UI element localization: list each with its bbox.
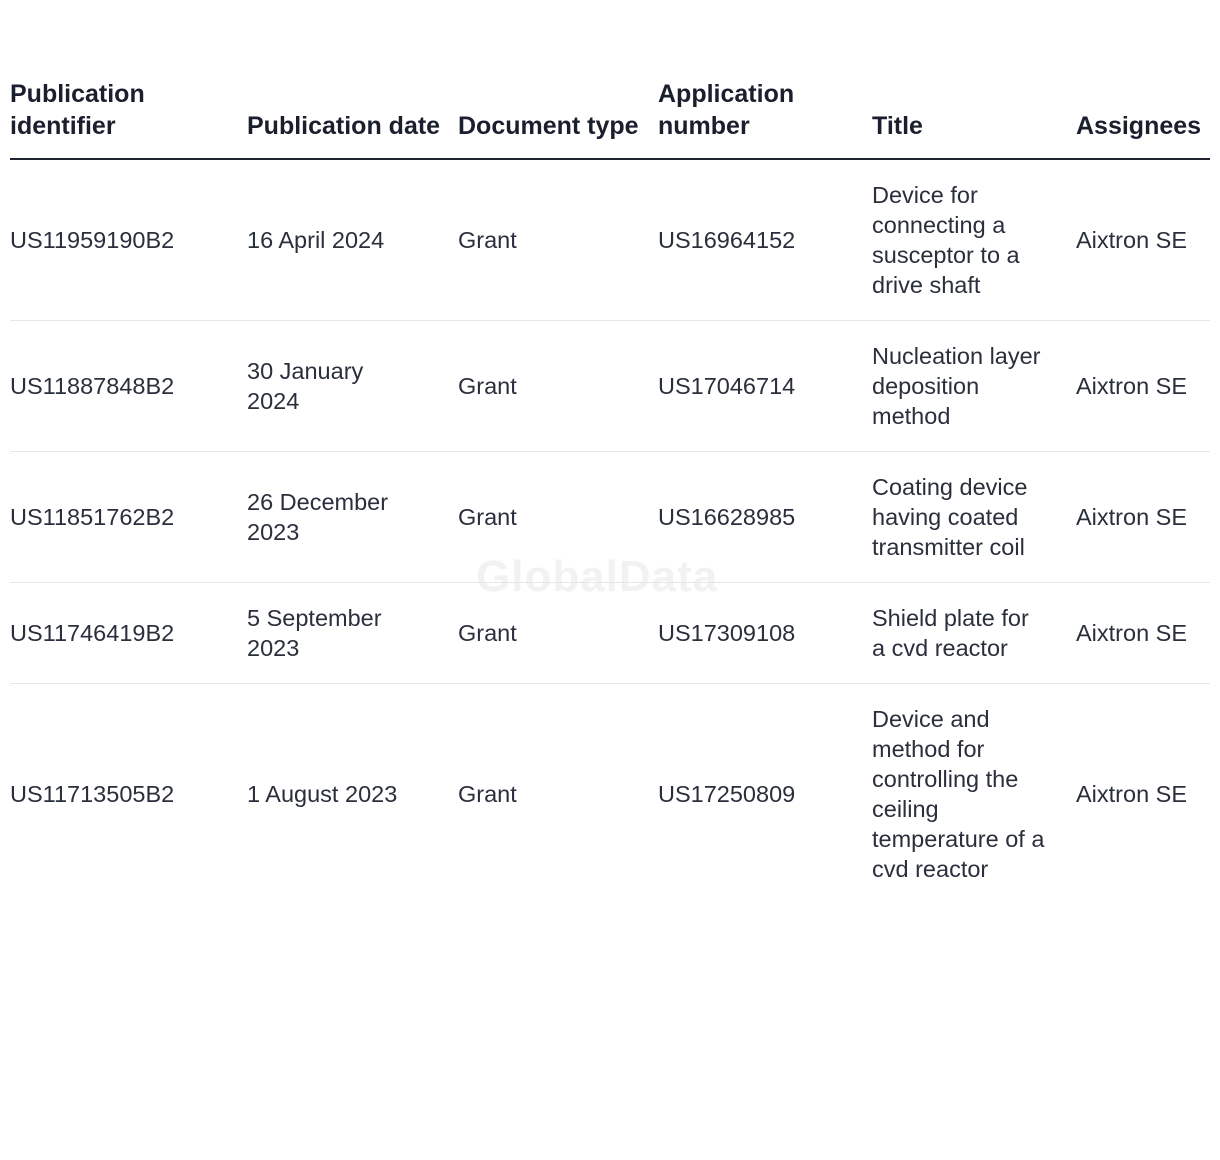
- cell-application-number: US16628985: [658, 452, 872, 583]
- cell-publication-identifier: US11851762B2: [10, 452, 247, 583]
- cell-assignees: Aixtron SE: [1076, 781, 1188, 807]
- cell-publication-date: 5 September 2023: [247, 583, 458, 684]
- cell-title: Device for connecting a susceptor to a drive shaft: [872, 159, 1076, 321]
- cell-application-number: US17250809: [658, 781, 796, 807]
- table-body: [10, 159, 1210, 904]
- cell-title: Shield plate for a cvd reactor: [872, 583, 1076, 684]
- cell-document-type: Grant: [458, 321, 658, 452]
- cell-publication-date: 16 April 2024: [247, 159, 458, 321]
- cell-publication-identifier: US11713505B2: [10, 781, 175, 807]
- table-header: [10, 78, 1210, 159]
- cell-assignees: Aixtron SE: [1076, 583, 1210, 684]
- patents-table-container: [10, 78, 1210, 904]
- cell-application-number: US17046714: [658, 321, 872, 452]
- table-row: [10, 583, 1210, 684]
- cell-assignees: Aixtron SE: [1076, 452, 1210, 583]
- cell-title: Coating device having coated transmitter coil: [872, 452, 1076, 583]
- cell-document-type: Grant: [458, 159, 658, 321]
- cell-publication-identifier: US11746419B2: [10, 583, 247, 684]
- header-application-number: Application number: [658, 78, 872, 159]
- cell-assignees: Aixtron SE: [1076, 321, 1210, 452]
- cell-publication-date: 1 August 2023: [247, 781, 398, 807]
- cell-publication-date: 26 December 2023: [247, 452, 458, 583]
- cell-publication-identifier: US11887848B2: [10, 321, 247, 452]
- cell-title: Device and method for controlling the ceiling temperature of a cvd reactor: [872, 706, 1045, 882]
- table-row: [10, 159, 1210, 321]
- cell-document-type: Grant: [458, 781, 517, 807]
- patents-table: [10, 78, 1210, 904]
- cell-assignees: Aixtron SE: [1076, 159, 1210, 321]
- cell-application-number: US17309108: [658, 583, 872, 684]
- table-row: [10, 452, 1210, 583]
- header-row: [10, 78, 1210, 159]
- cell-application-number: US16964152: [658, 159, 872, 321]
- header-publication-date: Publication date: [247, 78, 458, 159]
- header-publication-identifier: Publication identifier: [10, 78, 247, 159]
- table-row: [10, 321, 1210, 452]
- table-row: [10, 684, 1210, 905]
- cell-document-type: Grant: [458, 583, 658, 684]
- header-title: Title: [872, 78, 1076, 159]
- cell-publication-identifier: US11959190B2: [10, 159, 247, 321]
- watermark: GlobalData: [476, 552, 719, 601]
- header-document-type: Document type: [458, 78, 658, 159]
- cell-publication-date: 30 January 2024: [247, 321, 458, 452]
- header-assignees: Assignees: [1076, 78, 1210, 159]
- cell-title: Nucleation layer deposition method: [872, 321, 1076, 452]
- cell-document-type: Grant: [458, 452, 658, 583]
